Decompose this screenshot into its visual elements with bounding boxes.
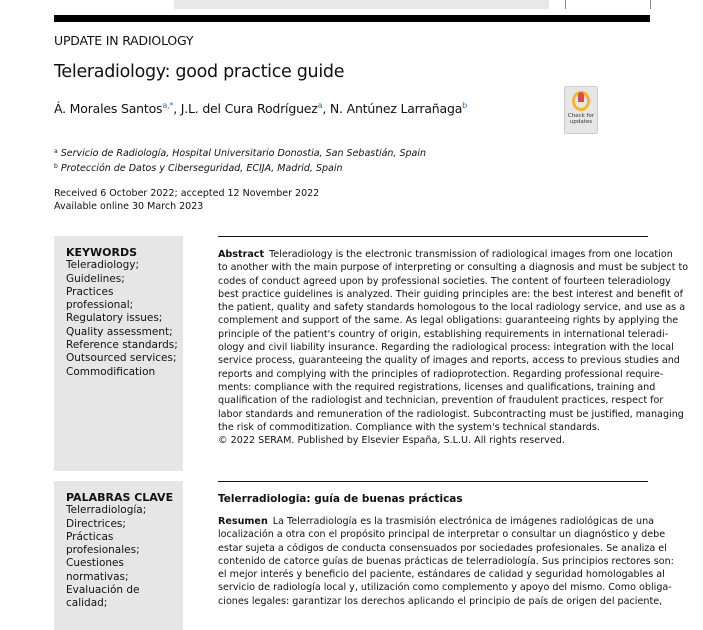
check-for-updates-badge[interactable] [564, 86, 598, 134]
keyword-item: Cuestiones [66, 557, 124, 570]
text-line: to another with the main purpose of interpreting or consulting a diagnosis and must be subject to [218, 262, 689, 274]
text-line: principle of the patient's country of origin, establishing requirements in international teleradi- [218, 328, 669, 340]
author[interactable]: J.L. del Cura Rodríguez [180, 101, 318, 116]
badge-line1: Check for [567, 113, 595, 119]
text-line: localización a otra con el propósito principal de interpretar o consultar un diagnóstico y debe [218, 529, 666, 541]
text-line: el mejor interés y beneficio del paciente, estándares de calidad y seguridad homologables al [218, 569, 665, 581]
affil-text: Servicio de Radiología, Hospital Universitario Donostia, San Sebastián, Spain [60, 148, 427, 159]
text-line: reports and complying with the principles of radioprotection. Regarding professional require- [218, 368, 664, 380]
keyword-item: Directrices; [66, 517, 126, 530]
dates [54, 187, 319, 213]
crossmark-icon [572, 91, 590, 111]
keyword-item: Teleradiology; [66, 259, 139, 272]
affiliations [54, 145, 426, 175]
text-line: ments: compliance with the required registrations, licenses and qualifications, training and [218, 381, 656, 393]
toolbar-box [565, 0, 651, 9]
online-date: Available online 30 March 2023 [54, 201, 204, 212]
text-line: the risk of commoditization. Compliance with the system's technical standards. [218, 421, 600, 433]
received-date: Received 6 October 2022; accepted 12 November 2022 [54, 188, 320, 199]
text-line: servicio de radiología local y, utilización como complemento y apoyo del mismo. Como obliga- [218, 582, 672, 594]
text-line-content: La Telerradiología es la trasmisión electrónica de imágenes radiológicas de una [272, 516, 655, 527]
text-line: estar sujeta a códigos de conducta consensuados por sociedades profesionales. Se analiza el [218, 542, 667, 554]
text-line: service process, guaranteeing the quality of images and reports, access to previous studies and [218, 355, 680, 367]
author-sup[interactable]: a,* [162, 101, 174, 110]
resumen-rule [218, 481, 648, 482]
affil-sup: a [54, 148, 58, 155]
keyword-item: Evaluación de [66, 584, 140, 597]
toolbar-background [174, 0, 549, 9]
text-line [218, 515, 655, 528]
keyword-item: professional; [66, 299, 134, 312]
keyword-item: calidad; [66, 597, 108, 610]
text-line-content: Teleradiology is the electronic transmission of radiological images from one location [269, 249, 673, 260]
text-line: the patient, quality and safety standards homologous to the local radiology service, and use as a [218, 302, 686, 314]
keyword-item: Regulatory issues; [66, 312, 163, 325]
keyword-item: Quality assessment; [66, 325, 173, 338]
spanish-title: Telerradiologia: guía de buenas prácticas [218, 493, 463, 505]
affiliation [54, 160, 426, 175]
keywords-box [54, 236, 183, 471]
palabras-clave-box [54, 481, 183, 630]
keyword-item: Practices [66, 285, 114, 298]
keywords-list [66, 259, 183, 379]
abstract-rule [218, 236, 648, 237]
section-label: UPDATE IN RADIOLOGY [54, 33, 194, 48]
keyword-item: Commodification [66, 365, 156, 378]
text-line: labor standards and remuneration of the radiologist. Subcontracting must be justified, managing [218, 408, 684, 420]
abstract-label: Abstract [218, 249, 265, 260]
sep: , [173, 101, 181, 116]
header-rule [54, 15, 650, 22]
keyword-item: Outsourced services; [66, 352, 177, 365]
sep: , [322, 101, 330, 116]
affil-sup: b [54, 163, 58, 170]
text-line: best practice guidelines is analyzed. Their guiding principles are: the best interest and benefit of [218, 288, 684, 300]
text-line: contenido de catorce guías de buenas prácticas de telerradiología. Sus principios rectores son: [218, 555, 674, 567]
author[interactable]: Á. Morales Santos [54, 101, 163, 116]
keyword-item: normativas; [66, 570, 129, 583]
affiliation [54, 145, 426, 160]
abstract [218, 248, 689, 447]
text-line: complement and support of the same. As legal obligations: guaranteeing rights by applying the [218, 315, 679, 327]
author-sup[interactable]: b [462, 101, 468, 110]
author-sup[interactable]: a [317, 101, 323, 110]
keyword-item: profesionales; [66, 544, 140, 557]
author[interactable]: N. Antúnez Larrañaga [329, 101, 463, 116]
article-title: Teleradiology: good practice guide [54, 62, 345, 82]
resumen [218, 515, 674, 608]
text-line [218, 248, 673, 261]
resumen-label: Resumen [218, 516, 268, 527]
text-line: qualification of the radiologist and technician, prevention of fraudulent practices, respect for [218, 395, 664, 407]
keyword-item: Prácticas [66, 530, 114, 543]
text-line: ology and civil liability insurance. Regarding the radiological process: integration with the local [218, 342, 674, 354]
text-line: © 2022 SERAM. Published by Elsevier España, S.L.U. All rights reserved. [218, 435, 565, 447]
palabras-heading: PALABRAS CLAVE [66, 491, 174, 504]
authors [54, 101, 467, 116]
text-line: ciones legales: garantizar los derechos aplicando el principio de país de origen del paciente, [218, 595, 663, 607]
keywords-heading: KEYWORDS [66, 246, 138, 259]
badge-line2: updates [569, 119, 593, 125]
keyword-item: Reference standards; [66, 339, 178, 352]
keyword-item: Guidelines; [66, 272, 125, 285]
text-line: codes of conduct agreed upon by professional societies. The content of fourteen teleradiology [218, 275, 671, 287]
keyword-item: Telerradiología; [66, 504, 147, 517]
affil-text: Protección de Datos y Ciberseguridad, ECIJA, Madrid, Spain [60, 163, 343, 174]
palabras-list [66, 504, 183, 610]
